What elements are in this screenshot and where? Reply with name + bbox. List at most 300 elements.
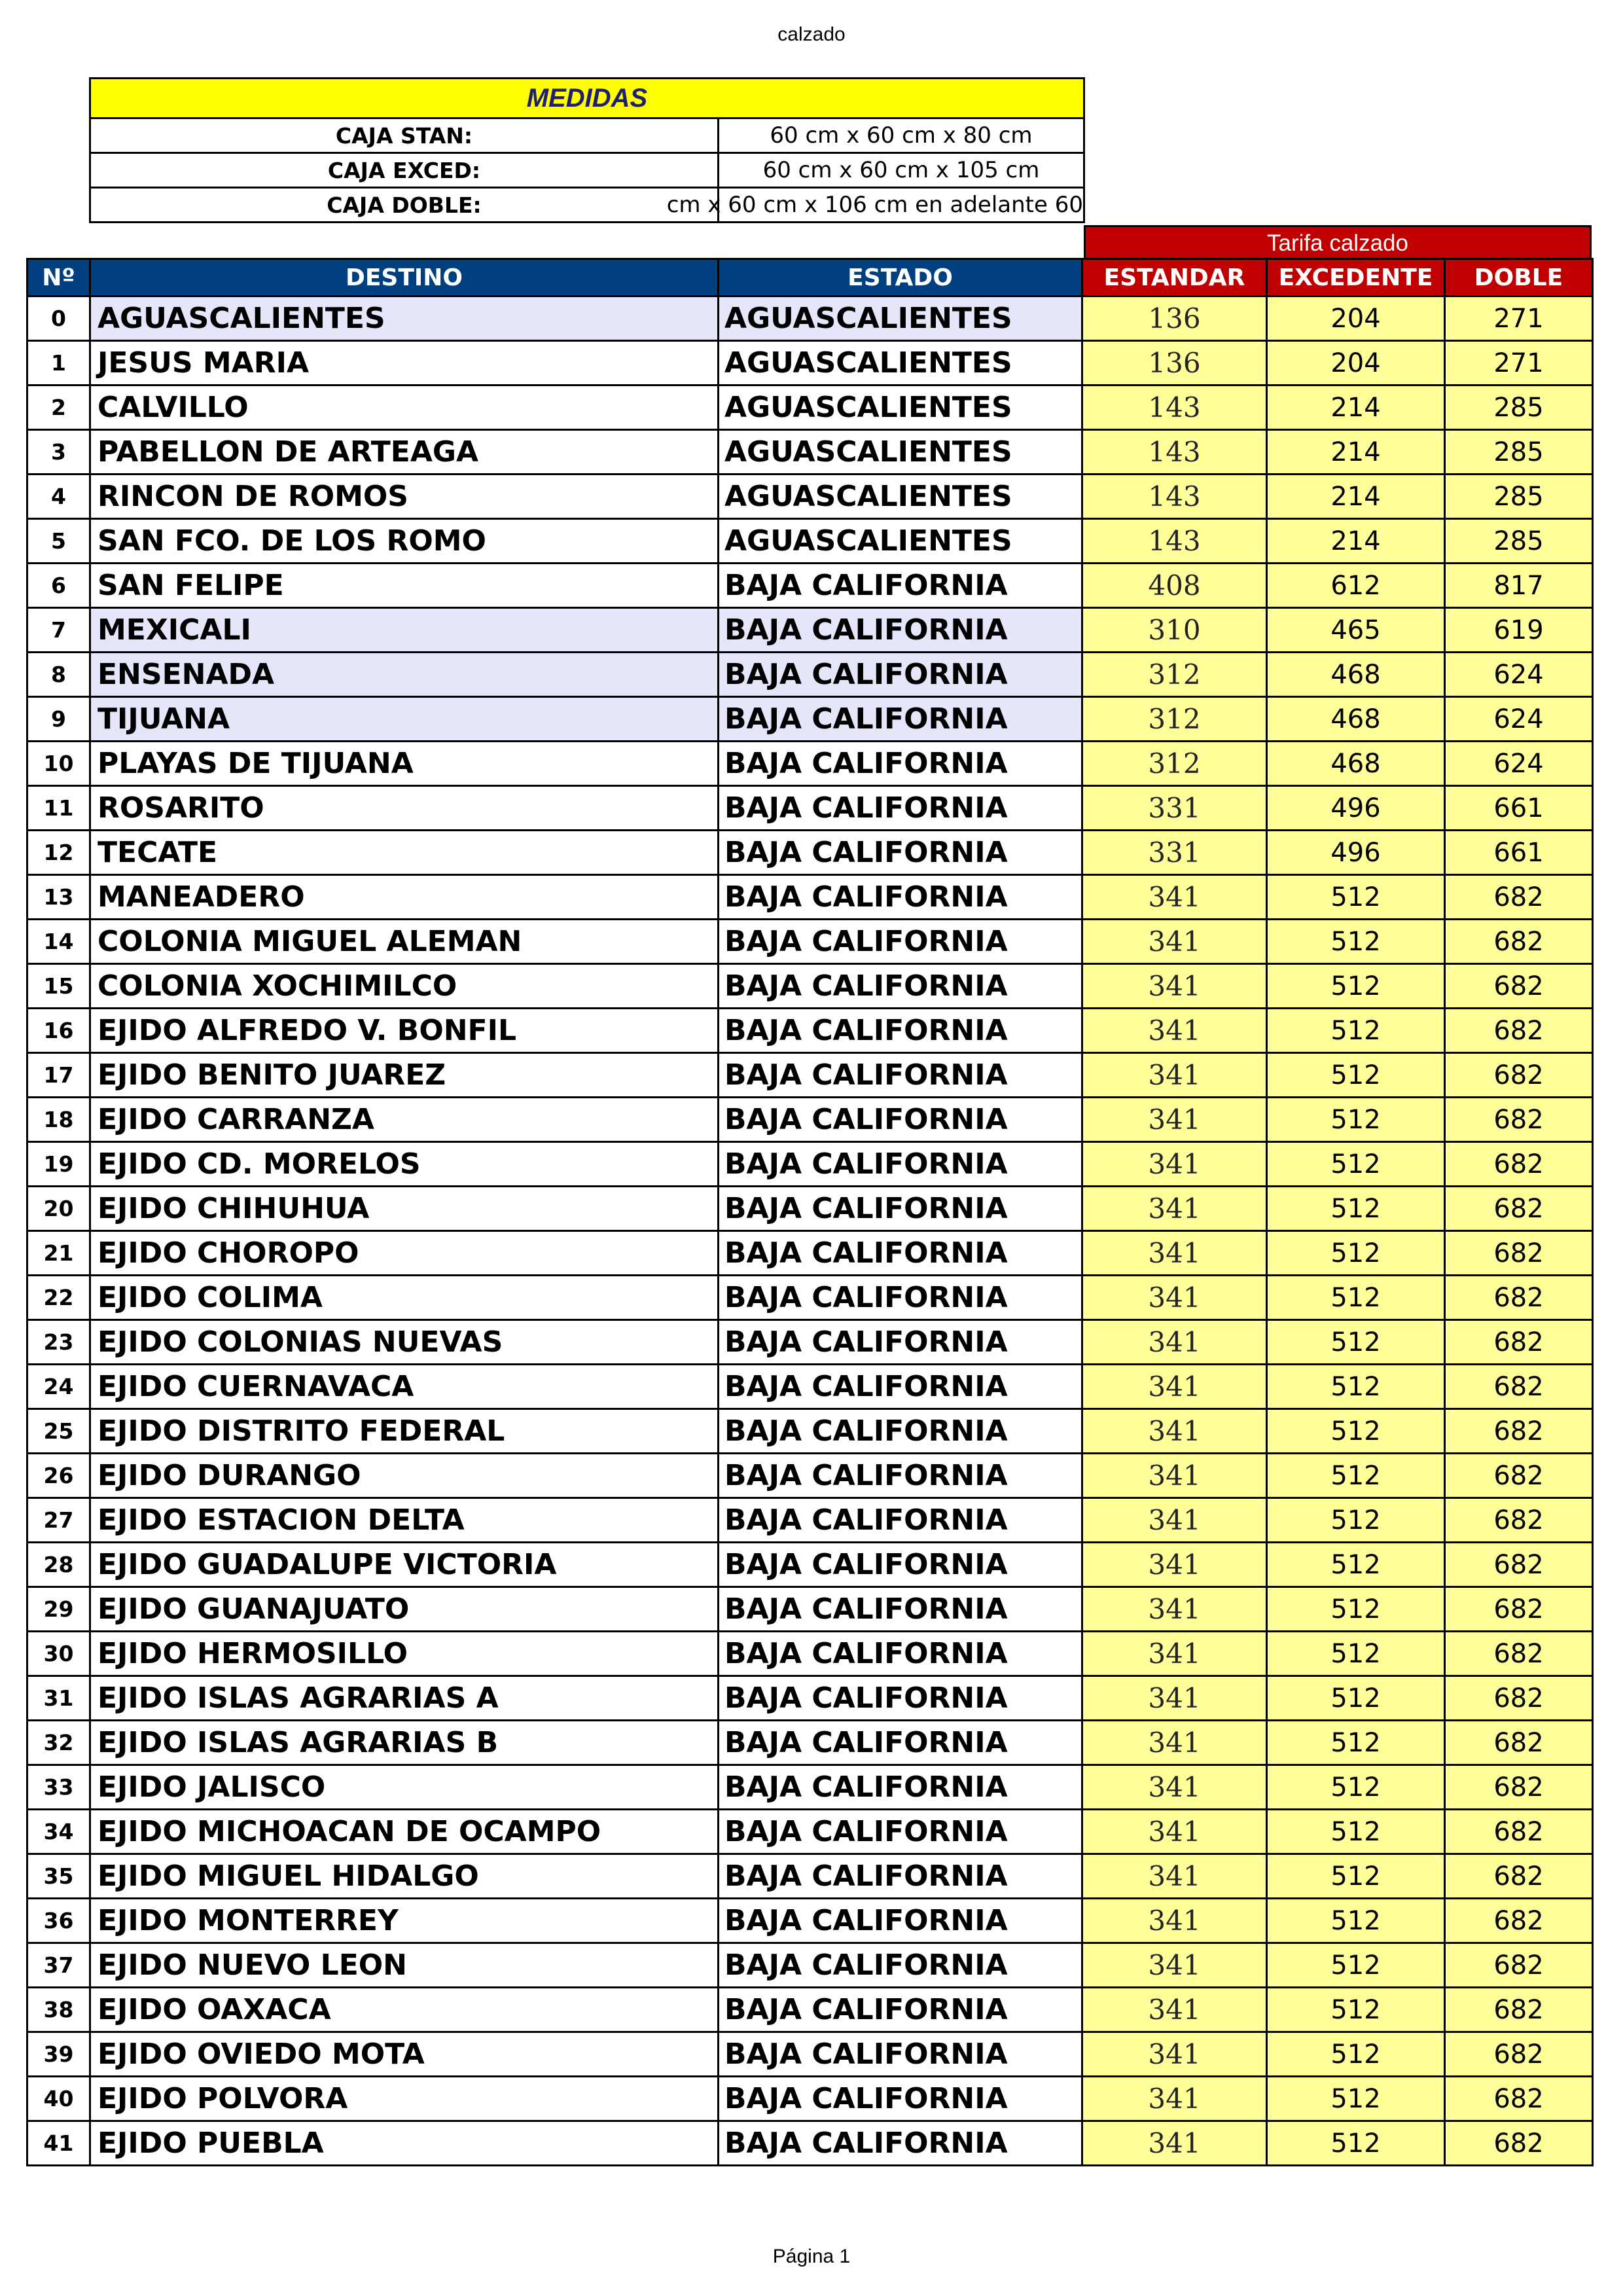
estado-cell: AGUASCALIENTES [719,296,1082,341]
excedente-cell: 512 [1267,1320,1445,1365]
row-number: 17 [27,1053,90,1098]
excedente-cell: 214 [1267,386,1445,430]
estado-cell: AGUASCALIENTES [719,519,1082,564]
excedente-cell: 612 [1267,564,1445,608]
estado-cell: BAJA CALIFORNIA [719,1053,1082,1098]
header-excedente: EXCEDENTE [1267,259,1445,296]
destino-cell: EJIDO DISTRITO FEDERAL [90,1409,719,1454]
destino-cell: MANEADERO [90,875,719,920]
doble-cell: 624 [1445,653,1593,697]
estandar-cell: 143 [1082,386,1267,430]
table-row [27,564,1593,608]
row-number: 6 [27,564,90,608]
destino-cell: SAN FELIPE [90,564,719,608]
excedente-cell: 512 [1267,2077,1445,2121]
doble-cell: 682 [1445,1231,1593,1276]
destino-cell: AGUASCALIENTES [90,296,719,341]
doble-cell: 682 [1445,1676,1593,1721]
row-number: 29 [27,1587,90,1632]
estado-cell: BAJA CALIFORNIA [719,1810,1082,1854]
table-row [27,1765,1593,1810]
doble-cell: 682 [1445,2077,1593,2121]
estandar-cell: 341 [1082,2032,1267,2077]
excedente-cell: 512 [1267,1498,1445,1543]
doble-cell: 285 [1445,430,1593,475]
medidas-table [89,77,1085,223]
row-number: 8 [27,653,90,697]
table-row [27,1053,1593,1098]
excedente-cell: 496 [1267,831,1445,875]
estado-cell: BAJA CALIFORNIA [719,2121,1082,2166]
doble-cell: 682 [1445,1098,1593,1142]
table-row [27,1988,1593,2032]
estado-cell: BAJA CALIFORNIA [719,697,1082,742]
estado-cell: BAJA CALIFORNIA [719,1365,1082,1409]
destino-cell: RINCON DE ROMOS [90,475,719,519]
estandar-cell: 341 [1082,2121,1267,2166]
estandar-cell: 341 [1082,1276,1267,1320]
table-row [27,1142,1593,1187]
estandar-cell: 310 [1082,608,1267,653]
destino-cell: EJIDO MIGUEL HIDALGO [90,1854,719,1899]
estado-cell: BAJA CALIFORNIA [719,964,1082,1009]
table-row [27,1098,1593,1142]
rates-body [27,296,1593,2166]
estandar-cell: 341 [1082,964,1267,1009]
excedente-cell: 512 [1267,1943,1445,1988]
doble-cell: 682 [1445,1899,1593,1943]
destino-cell: COLONIA XOCHIMILCO [90,964,719,1009]
estado-cell: BAJA CALIFORNIA [719,1498,1082,1543]
medida-value: 60 cm x 60 cm x 105 cm [719,153,1084,188]
excedente-cell: 512 [1267,920,1445,964]
doble-cell: 624 [1445,697,1593,742]
table-row [27,1721,1593,1765]
estandar-cell: 341 [1082,1454,1267,1498]
excedente-cell: 512 [1267,1676,1445,1721]
table-row [27,519,1593,564]
excedente-cell: 512 [1267,1142,1445,1187]
row-number: 19 [27,1142,90,1187]
excedente-cell: 468 [1267,697,1445,742]
table-row [27,831,1593,875]
table-row [27,1231,1593,1276]
row-number: 16 [27,1009,90,1053]
doble-cell: 285 [1445,519,1593,564]
destino-cell: EJIDO PUEBLA [90,2121,719,2166]
destino-cell: SAN FCO. DE LOS ROMO [90,519,719,564]
medida-label: CAJA STAN: [90,118,719,153]
estandar-cell: 143 [1082,475,1267,519]
doble-cell: 661 [1445,831,1593,875]
estandar-cell: 341 [1082,875,1267,920]
estado-cell: BAJA CALIFORNIA [719,1231,1082,1276]
destino-cell: EJIDO CARRANZA [90,1098,719,1142]
row-number: 20 [27,1187,90,1231]
estado-cell: BAJA CALIFORNIA [719,1587,1082,1632]
table-row [27,1943,1593,1988]
page-header: calzado [777,24,846,45]
row-number: 41 [27,2121,90,2166]
estado-cell: BAJA CALIFORNIA [719,2077,1082,2121]
destino-cell: EJIDO GUADALUPE VICTORIA [90,1543,719,1587]
row-number: 18 [27,1098,90,1142]
doble-cell: 682 [1445,1142,1593,1187]
doble-cell: 682 [1445,2121,1593,2166]
destino-cell: EJIDO CHOROPO [90,1231,719,1276]
table-row [27,1632,1593,1676]
row-number: 9 [27,697,90,742]
estandar-cell: 341 [1082,1988,1267,2032]
table-row [27,1276,1593,1320]
doble-cell: 682 [1445,964,1593,1009]
estado-cell: AGUASCALIENTES [719,475,1082,519]
estandar-cell: 341 [1082,1231,1267,1276]
estandar-cell: 341 [1082,1943,1267,1988]
table-row [27,1676,1593,1721]
destino-cell: EJIDO BENITO JUAREZ [90,1053,719,1098]
estado-cell: BAJA CALIFORNIA [719,1454,1082,1498]
estandar-cell: 341 [1082,1854,1267,1899]
excedente-cell: 512 [1267,2032,1445,2077]
table-row [27,1543,1593,1587]
row-number: 37 [27,1943,90,1988]
row-number: 11 [27,786,90,831]
row-number: 13 [27,875,90,920]
estandar-cell: 312 [1082,742,1267,786]
row-number: 24 [27,1365,90,1409]
estado-cell: BAJA CALIFORNIA [719,564,1082,608]
row-number: 23 [27,1320,90,1365]
page-footer: Página 1 [772,2246,851,2267]
doble-cell: 682 [1445,1854,1593,1899]
destino-cell: PABELLON DE ARTEAGA [90,430,719,475]
doble-cell: 682 [1445,1454,1593,1498]
estandar-cell: 408 [1082,564,1267,608]
table-row [27,608,1593,653]
estado-cell: AGUASCALIENTES [719,430,1082,475]
row-number: 26 [27,1454,90,1498]
row-number: 33 [27,1765,90,1810]
destino-cell: EJIDO HERMOSILLO [90,1632,719,1676]
estandar-cell: 331 [1082,786,1267,831]
destino-cell: COLONIA MIGUEL ALEMAN [90,920,719,964]
estandar-cell: 341 [1082,1765,1267,1810]
estado-cell: BAJA CALIFORNIA [719,786,1082,831]
table-row [27,2077,1593,2121]
table-row [27,742,1593,786]
estandar-cell: 341 [1082,1676,1267,1721]
header-doble: DOBLE [1445,259,1593,296]
destino-cell: TIJUANA [90,697,719,742]
destino-cell: MEXICALI [90,608,719,653]
estado-cell: BAJA CALIFORNIA [719,1988,1082,2032]
table-row [27,1810,1593,1854]
destino-cell: JESUS MARIA [90,341,719,386]
row-number: 35 [27,1854,90,1899]
doble-cell: 682 [1445,1409,1593,1454]
doble-cell: 285 [1445,475,1593,519]
row-number: 36 [27,1899,90,1943]
excedente-cell: 512 [1267,1365,1445,1409]
tarifa-label: Tarifa calzado [1084,225,1592,258]
excedente-cell: 214 [1267,519,1445,564]
estado-cell: BAJA CALIFORNIA [719,1409,1082,1454]
estandar-cell: 341 [1082,1053,1267,1098]
estandar-cell: 341 [1082,1587,1267,1632]
estandar-cell: 312 [1082,697,1267,742]
excedente-cell: 512 [1267,1899,1445,1943]
estandar-cell: 341 [1082,1365,1267,1409]
table-row [27,1365,1593,1409]
table-row [27,1320,1593,1365]
destino-cell: EJIDO DURANGO [90,1454,719,1498]
rates-table [26,258,1594,2166]
excedente-cell: 214 [1267,430,1445,475]
row-number: 12 [27,831,90,875]
table-row [27,697,1593,742]
excedente-cell: 512 [1267,1543,1445,1587]
excedente-cell: 214 [1267,475,1445,519]
destino-cell: EJIDO OVIEDO MOTA [90,2032,719,2077]
doble-cell: 271 [1445,296,1593,341]
destino-cell: EJIDO COLONIAS NUEVAS [90,1320,719,1365]
excedente-cell: 512 [1267,1009,1445,1053]
table-row [27,475,1593,519]
excedente-cell: 512 [1267,1988,1445,2032]
estado-cell: BAJA CALIFORNIA [719,1676,1082,1721]
estado-cell: BAJA CALIFORNIA [719,1142,1082,1187]
estandar-cell: 341 [1082,920,1267,964]
table-row [27,1409,1593,1454]
doble-cell: 682 [1445,1543,1593,1587]
doble-cell: 624 [1445,742,1593,786]
doble-cell: 271 [1445,341,1593,386]
excedente-cell: 468 [1267,742,1445,786]
estado-cell: BAJA CALIFORNIA [719,742,1082,786]
excedente-cell: 468 [1267,653,1445,697]
estado-cell: AGUASCALIENTES [719,386,1082,430]
header-row [27,259,1593,296]
doble-cell: 682 [1445,1632,1593,1676]
destino-cell: PLAYAS DE TIJUANA [90,742,719,786]
doble-cell: 682 [1445,1587,1593,1632]
destino-cell: CALVILLO [90,386,719,430]
estandar-cell: 312 [1082,653,1267,697]
estandar-cell: 341 [1082,1409,1267,1454]
table-row [27,1454,1593,1498]
excedente-cell: 512 [1267,1187,1445,1231]
excedente-cell: 512 [1267,1632,1445,1676]
excedente-cell: 512 [1267,1854,1445,1899]
table-row [27,386,1593,430]
estado-cell: BAJA CALIFORNIA [719,1899,1082,1943]
doble-cell: 682 [1445,920,1593,964]
doble-cell: 682 [1445,1765,1593,1810]
excedente-cell: 512 [1267,1765,1445,1810]
estado-cell: AGUASCALIENTES [719,341,1082,386]
estandar-cell: 341 [1082,1142,1267,1187]
excedente-cell: 512 [1267,1053,1445,1098]
destino-cell: ENSENADA [90,653,719,697]
excedente-cell: 204 [1267,296,1445,341]
doble-cell: 682 [1445,1988,1593,2032]
estado-cell: BAJA CALIFORNIA [719,1187,1082,1231]
medidas-title: MEDIDAS [90,79,1084,118]
excedente-cell: 512 [1267,1409,1445,1454]
estandar-cell: 341 [1082,2077,1267,2121]
destino-cell: EJIDO CD. MORELOS [90,1142,719,1187]
excedente-cell: 512 [1267,1587,1445,1632]
row-number: 4 [27,475,90,519]
table-row [27,786,1593,831]
row-number: 31 [27,1676,90,1721]
estado-cell: BAJA CALIFORNIA [719,920,1082,964]
destino-cell: ROSARITO [90,786,719,831]
row-number: 21 [27,1231,90,1276]
table-row [27,2121,1593,2166]
estandar-cell: 136 [1082,296,1267,341]
excedente-cell: 512 [1267,1231,1445,1276]
doble-cell: 682 [1445,1498,1593,1543]
estado-cell: BAJA CALIFORNIA [719,1943,1082,1988]
table-row [27,1587,1593,1632]
excedente-cell: 512 [1267,1454,1445,1498]
medida-value: 60 cm x 60 cm x 80 cm [719,118,1084,153]
row-number: 7 [27,608,90,653]
table-row [27,1854,1593,1899]
estandar-cell: 341 [1082,1543,1267,1587]
destino-cell: EJIDO MICHOACAN DE OCAMPO [90,1810,719,1854]
row-number: 27 [27,1498,90,1543]
destino-cell: EJIDO POLVORA [90,2077,719,2121]
doble-cell: 682 [1445,1810,1593,1854]
row-number: 10 [27,742,90,786]
destino-cell: TECATE [90,831,719,875]
estado-cell: BAJA CALIFORNIA [719,1854,1082,1899]
estandar-cell: 341 [1082,1187,1267,1231]
estado-cell: BAJA CALIFORNIA [719,1320,1082,1365]
row-number: 39 [27,2032,90,2077]
row-number: 30 [27,1632,90,1676]
destino-cell: EJIDO JALISCO [90,1765,719,1810]
table-row [27,1498,1593,1543]
doble-cell: 661 [1445,786,1593,831]
excedente-cell: 465 [1267,608,1445,653]
doble-cell: 682 [1445,1943,1593,1988]
destino-cell: EJIDO GUANAJUATO [90,1587,719,1632]
medida-value [666,188,1084,223]
row-number: 1 [27,341,90,386]
estandar-cell: 341 [1082,1320,1267,1365]
destino-cell: EJIDO CUERNAVACA [90,1365,719,1409]
table-row [27,1187,1593,1231]
destino-cell: EJIDO CHIHUHUA [90,1187,719,1231]
destino-cell: EJIDO ALFREDO V. BONFIL [90,1009,719,1053]
doble-cell: 817 [1445,564,1593,608]
row-number: 5 [27,519,90,564]
destino-cell: EJIDO MONTERREY [90,1899,719,1943]
estandar-cell: 143 [1082,519,1267,564]
table-row [27,296,1593,341]
header-destino: DESTINO [90,259,719,296]
medida-value-text: 60 cm x 60 cm x 106 cm en adelante [666,192,1083,218]
header-num: Nº [27,259,90,296]
excedente-cell: 512 [1267,1276,1445,1320]
excedente-cell: 512 [1267,1810,1445,1854]
doble-cell: 682 [1445,1320,1593,1365]
estado-cell: BAJA CALIFORNIA [719,1276,1082,1320]
estandar-cell: 341 [1082,1009,1267,1053]
table-row [27,430,1593,475]
excedente-cell: 496 [1267,786,1445,831]
doble-cell: 682 [1445,875,1593,920]
table-row [27,920,1593,964]
destino-cell: EJIDO ISLAS AGRARIAS A [90,1676,719,1721]
estandar-cell: 143 [1082,430,1267,475]
header-estandar: ESTANDAR [1082,259,1267,296]
estado-cell: BAJA CALIFORNIA [719,875,1082,920]
row-number: 14 [27,920,90,964]
row-number: 40 [27,2077,90,2121]
row-number: 22 [27,1276,90,1320]
destino-cell: EJIDO COLIMA [90,1276,719,1320]
table-row [27,1009,1593,1053]
estado-cell: BAJA CALIFORNIA [719,2032,1082,2077]
estado-cell: BAJA CALIFORNIA [719,1098,1082,1142]
excedente-cell: 512 [1267,964,1445,1009]
doble-cell: 682 [1445,1009,1593,1053]
excedente-cell: 512 [1267,1098,1445,1142]
estado-cell: BAJA CALIFORNIA [719,1543,1082,1587]
doble-cell: 682 [1445,2032,1593,2077]
row-number: 15 [27,964,90,1009]
doble-cell: 682 [1445,1053,1593,1098]
table-row [27,1899,1593,1943]
doble-cell: 682 [1445,1365,1593,1409]
table-row [27,341,1593,386]
table-row [27,964,1593,1009]
row-number: 32 [27,1721,90,1765]
doble-cell: 619 [1445,608,1593,653]
doble-cell: 285 [1445,386,1593,430]
destino-cell: EJIDO ISLAS AGRARIAS B [90,1721,719,1765]
excedente-cell: 204 [1267,341,1445,386]
doble-cell: 682 [1445,1276,1593,1320]
row-number: 28 [27,1543,90,1587]
estado-cell: BAJA CALIFORNIA [719,1765,1082,1810]
row-number: 38 [27,1988,90,2032]
estandar-cell: 341 [1082,1098,1267,1142]
destino-cell: EJIDO OAXACA [90,1988,719,2032]
row-number: 25 [27,1409,90,1454]
header-estado: ESTADO [719,259,1082,296]
estandar-cell: 341 [1082,1498,1267,1543]
destino-cell: EJIDO ESTACION DELTA [90,1498,719,1543]
row-number: 3 [27,430,90,475]
estado-cell: BAJA CALIFORNIA [719,1009,1082,1053]
table-row [27,2032,1593,2077]
medida-label: CAJA DOBLE: [90,188,719,223]
doble-cell: 682 [1445,1721,1593,1765]
excedente-cell: 512 [1267,1721,1445,1765]
row-number: 2 [27,386,90,430]
estado-cell: BAJA CALIFORNIA [719,831,1082,875]
excedente-cell: 512 [1267,875,1445,920]
medida-label: CAJA EXCED: [90,153,719,188]
estado-cell: BAJA CALIFORNIA [719,1632,1082,1676]
estado-cell: BAJA CALIFORNIA [719,608,1082,653]
